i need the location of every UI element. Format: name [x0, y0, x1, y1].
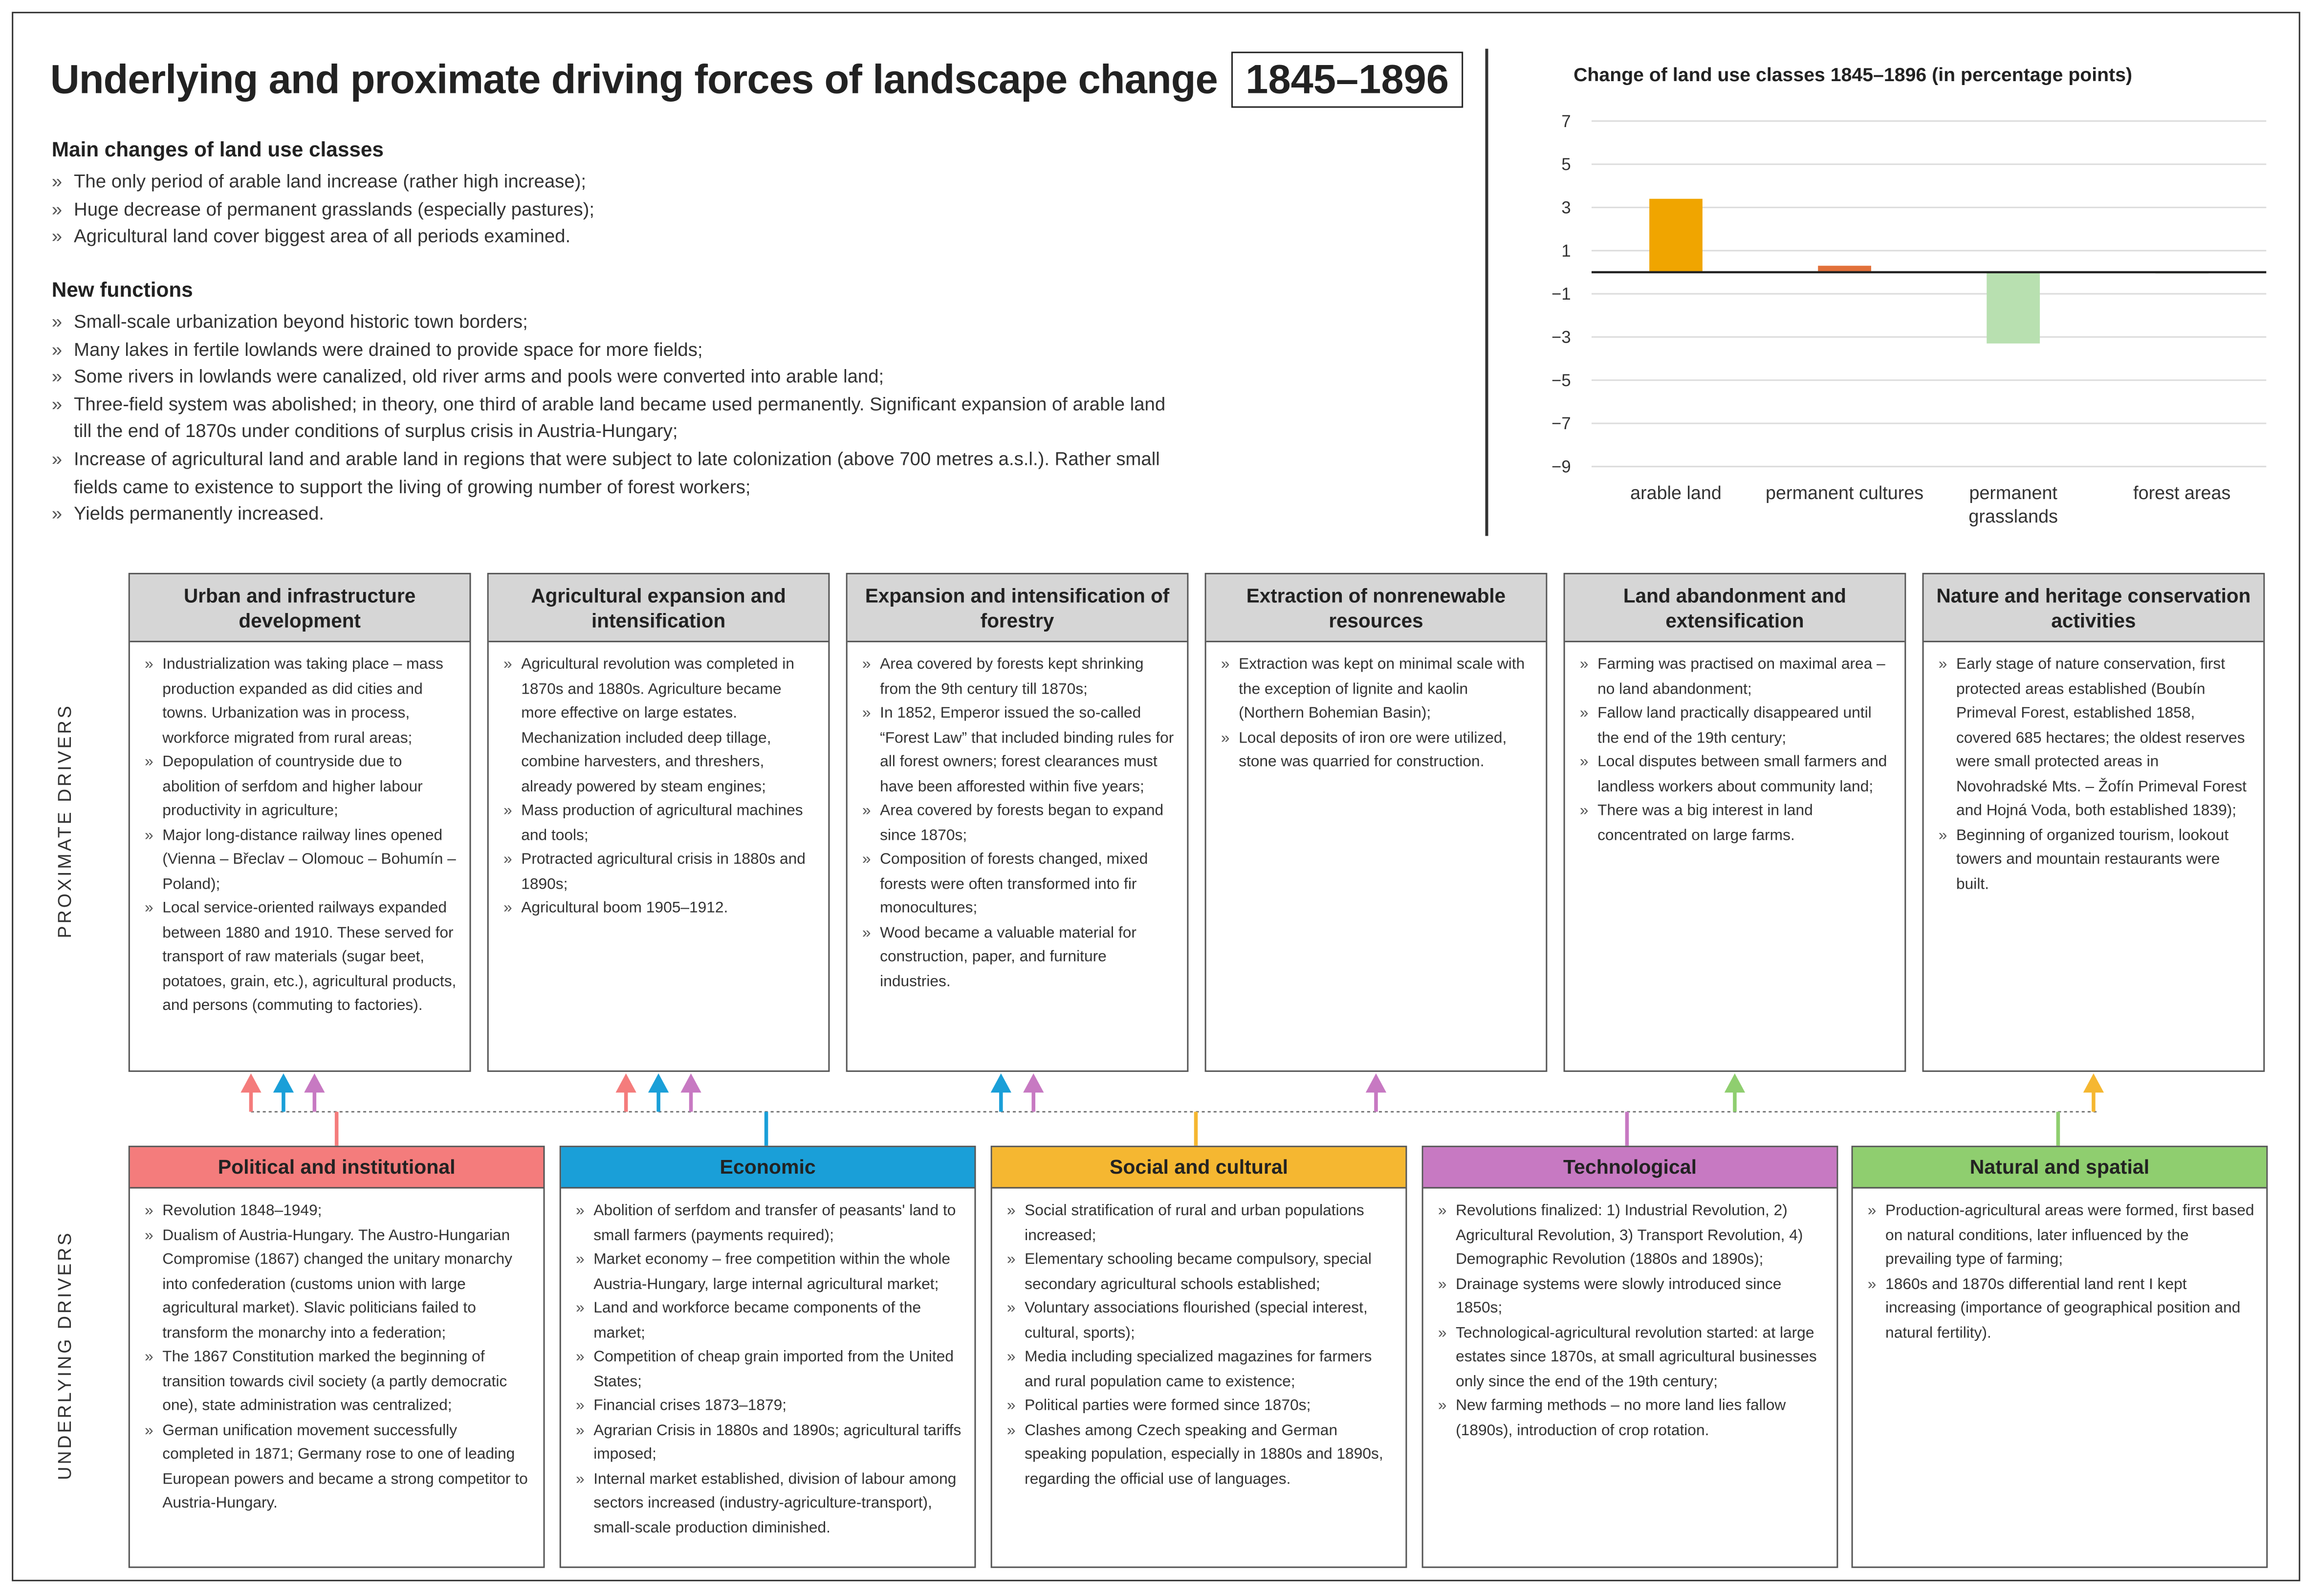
- arrow-head-icon: [2083, 1073, 2104, 1093]
- underlying-box-title: Social and cultural: [992, 1147, 1406, 1189]
- proximate-box-conservation: [1922, 573, 2265, 1072]
- y-tick-label: 5: [1561, 155, 1571, 175]
- y-tick-label: −9: [1551, 458, 1571, 477]
- list-item: » Many lakes in fertile lowlands were drained to provide space for more fields;: [52, 336, 1174, 363]
- proximate-box-agriculture: [487, 573, 830, 1072]
- list-item: » Financial crises 1873–1879;: [576, 1394, 962, 1418]
- list-item: » Competition of cheap grain imported from the United States;: [576, 1345, 962, 1394]
- arrow-head-icon: [1366, 1073, 1386, 1093]
- proximate-box-title: Extraction of nonrenewable resources: [1206, 574, 1546, 642]
- list-item: » Elementary schooling became compulsory, special secondary agricultural schools established;: [1007, 1247, 1394, 1296]
- y-tick-label: 7: [1561, 112, 1571, 131]
- y-tick-label: −1: [1551, 285, 1571, 304]
- list-item: » Fallow land practically disappeared until the end of the 19th century;: [1580, 701, 1893, 750]
- list-item: » Revolutions finalized: 1) Industrial Revolution, 2) Agricultural Revolution, 3) Transport Revolution, 4) Demographic Revolution (1880s and 1890s);: [1438, 1199, 1825, 1272]
- list-item: » There was a big interest in land concentrated on large farms.: [1580, 799, 1893, 848]
- arrow-head-icon: [240, 1073, 261, 1093]
- arrow-head-icon: [648, 1073, 669, 1093]
- arrow-head-icon: [1725, 1073, 1745, 1093]
- period-badge: 1845–1896: [1231, 52, 1463, 108]
- list-item: » 1860s and 1870s differential land rent I kept increasing (importance of geographical position and natural fertility).: [1868, 1272, 2254, 1345]
- list-item: » The only period of arable land increase (rather high increase);: [52, 168, 1174, 196]
- y-tick-label: −3: [1551, 328, 1571, 347]
- list-item: » Agrarian Crisis in 1880s and 1890s; agricultural tariffs imposed;: [576, 1418, 962, 1467]
- arrow-head-icon: [680, 1073, 701, 1093]
- category-label: permanent: [1969, 482, 2057, 503]
- list-item: » Major long-distance railway lines opened (Vienna – Břeclav – Olomouc – Bohumín – Poland);: [145, 823, 458, 896]
- arrow-head-icon: [1023, 1073, 1044, 1093]
- list-item: » The 1867 Constitution marked the beginning of transition towards civil society (a partly democratic one), state administration was centralized;: [145, 1345, 531, 1419]
- arrow-head-icon: [616, 1073, 636, 1093]
- list-item: » Agricultural revolution was completed in 1870s and 1880s. Agriculture became more effective on large estates. Mechanization included deep tillage, combine harvesters, and threshers, already powered by steam engines;: [503, 653, 816, 799]
- list-item: » Media including specialized magazines for farmers and rural population came to existence;: [1007, 1345, 1394, 1394]
- y-tick-label: −5: [1551, 371, 1571, 390]
- list-item: » Internal market established, division of labour among sectors increased (industry-agriculture-transport), small-scale production diminished.: [576, 1467, 962, 1540]
- arrow-head-icon: [273, 1073, 294, 1093]
- list-item: » German unification movement successfully completed in 1871; Germany rose to one of leading European powers and became a strong competitor to Austria-Hungary.: [145, 1418, 531, 1515]
- proximate-box-title: Urban and infrastructure development: [130, 574, 470, 642]
- list-item: » Technological-agricultural revolution started: at large estates since 1870s, at small agricultural businesses only since the end of the 19th century;: [1438, 1321, 1825, 1394]
- list-item: » Market economy – free competition within the whole Austria-Hungary, large internal agricultural market;: [576, 1247, 962, 1296]
- list-item: » Revolution 1848–1949;: [145, 1199, 531, 1224]
- list-item: » Agricultural boom 1905–1912.: [503, 896, 816, 920]
- chart-title: Change of land use classes 1845–1896 (in percentage points): [1573, 64, 2133, 86]
- list-item: » Yields permanently increased.: [52, 501, 1174, 528]
- list-item: » Abolition of serfdom and transfer of peasants' land to small farmers (payments required);: [576, 1199, 962, 1248]
- proximate-box-abandonment: [1564, 573, 1906, 1072]
- underlying-box-title: Natural and spatial: [1853, 1147, 2267, 1189]
- list-item: » Depopulation of countryside due to abolition of serfdom and higher labour productivity in agriculture;: [145, 750, 458, 823]
- list-item: » Protracted agricultural crisis in 1880s and 1890s;: [503, 848, 816, 896]
- underlying-box-technological: [1422, 1146, 1838, 1568]
- list-item: » Increase of agricultural land and arable land in regions that were subject to late colonization (above 700 metres a.s.l.). Rather small fields came to existence to support the living of growing number of forest workers;: [52, 446, 1174, 501]
- list-item: » New farming methods – no more land lies fallow (1890s), introduction of crop rotation.: [1438, 1394, 1825, 1443]
- list-item: » Wood became a valuable material for construction, paper, and furniture industries.: [862, 920, 1175, 994]
- list-item: » Small-scale urbanization beyond historic town borders;: [52, 308, 1174, 336]
- list-item: » Drainage systems were slowly introduced since 1850s;: [1438, 1272, 1825, 1321]
- proximate-drivers-label: PROXIMATE DRIVERS: [54, 703, 76, 939]
- category-label: grasslands: [1968, 506, 2058, 527]
- category-label: forest areas: [2133, 482, 2231, 503]
- arrow-head-icon: [304, 1073, 325, 1093]
- list-item: » Production-agricultural areas were formed, first based on natural conditions, later influenced by the prevailing type of farming;: [1868, 1199, 2254, 1272]
- new-functions-heading: New functions: [51, 277, 193, 302]
- list-item: » Three-field system was abolished; in theory, one third of arable land became used permanently. Significant expansion of arable land till the end of 1870s under conditions of surplus crisis in Austria-Hungary;: [52, 391, 1174, 446]
- list-item: » Mass production of agricultural machines and tools;: [503, 799, 816, 848]
- list-item: » Local deposits of iron ore were utilized, stone was quarried for construction.: [1221, 726, 1534, 775]
- list-item: » Huge decrease of permanent grasslands (especially pastures);: [52, 196, 1174, 223]
- proximate-box-title: Nature and heritage conservation activities: [1924, 574, 2264, 642]
- underlying-box-social: [991, 1146, 1407, 1568]
- proximate-box-title: Land abandonment and extensification: [1565, 574, 1905, 642]
- y-tick-label: −7: [1551, 415, 1571, 434]
- list-item: » Land and workforce became components of the market;: [576, 1296, 962, 1345]
- list-item: » Political parties were formed since 1870s;: [1007, 1394, 1394, 1418]
- proximate-box-title: Agricultural expansion and intensification: [489, 574, 829, 642]
- list-item: » Clashes among Czech speaking and German speaking population, especially in 1880s and 1890s, regarding the official use of languages.: [1007, 1418, 1394, 1491]
- list-item: » Extraction was kept on minimal scale with the exception of lignite and kaolin (Northern Bohemian Basin);: [1221, 653, 1534, 726]
- list-item: » In 1852, Emperor issued the so-called “Forest Law” that included binding rules for all forest owners; forest clearances must have been afforested within five years;: [862, 701, 1175, 799]
- category-label: permanent cultures: [1766, 482, 1924, 503]
- y-tick-label: 1: [1561, 241, 1571, 261]
- proximate-box-forestry: [846, 573, 1189, 1072]
- arrow-head-icon: [991, 1073, 1011, 1093]
- proximate-box-title: Expansion and intensification of forestry: [848, 574, 1187, 642]
- list-item: » Industrialization was taking place – mass production expanded as did cities and towns. Urbanization was in process, workforce migrated from rural areas;: [145, 653, 458, 750]
- underlying-box-title: Economic: [561, 1147, 975, 1189]
- list-item: » Voluntary associations flourished (special interest, cultural, sports);: [1007, 1296, 1394, 1345]
- list-item: » Composition of forests changed, mixed forests were often transformed into fir monocultures;: [862, 848, 1175, 921]
- y-tick-label: 3: [1561, 198, 1571, 218]
- list-item: » Farming was practised on maximal area – no land abandonment;: [1580, 653, 1893, 701]
- page-title: Underlying and proximate driving forces of landscape change: [50, 56, 1218, 102]
- underlying-drivers-label: UNDERLYING DRIVERS: [54, 1230, 76, 1480]
- underlying-box-natural: [1852, 1146, 2268, 1568]
- list-item: » Early stage of nature conservation, first protected areas established (Boubín Primeval Forest, established 1858, covered 685 hectares; the oldest reserves were small protected areas in Novohradské Mts. – Žofín Primeval Forest and Hojná Voda, both established 1839);: [1939, 653, 2251, 823]
- underlying-box-economic: [560, 1146, 976, 1568]
- category-label: arable land: [1630, 482, 1722, 503]
- list-item: » Area covered by forests kept shrinking from the 9th century till 1870s;: [862, 653, 1175, 701]
- list-item: » Local disputes between small farmers and landless workers about community land;: [1580, 750, 1893, 799]
- underlying-box-title: Political and institutional: [130, 1147, 544, 1189]
- main-changes-heading: Main changes of land use classes: [51, 137, 384, 161]
- list-item: » Local service-oriented railways expanded between 1880 and 1910. These served for transport of raw materials (sugar beet, potatoes, grain, etc.), agricultural products, and persons (commuting to factories).: [145, 896, 458, 1018]
- list-item: » Agricultural land cover biggest area of all periods examined.: [52, 223, 1174, 251]
- list-item: » Some rivers in lowlands were canalized, old river arms and pools were converted into arable land;: [52, 364, 1174, 391]
- proximate-box-urban: [129, 573, 471, 1072]
- underlying-box-political: [129, 1146, 545, 1568]
- proximate-box-extraction: [1205, 573, 1548, 1072]
- list-item: » Dualism of Austria-Hungary. The Austro-Hungarian Compromise (1867) changed the unitary monarchy into confederation (customs union with large agricultural market). Slavic politicians failed to transform the monarchy into a federation;: [145, 1223, 531, 1345]
- list-item: » Area covered by forests began to expand since 1870s;: [862, 799, 1175, 848]
- list-item: » Beginning of organized tourism, lookout towers and mountain restaurants were built.: [1939, 823, 2251, 896]
- underlying-box-title: Technological: [1423, 1147, 1837, 1189]
- list-item: » Social stratification of rural and urban populations increased;: [1007, 1199, 1394, 1248]
